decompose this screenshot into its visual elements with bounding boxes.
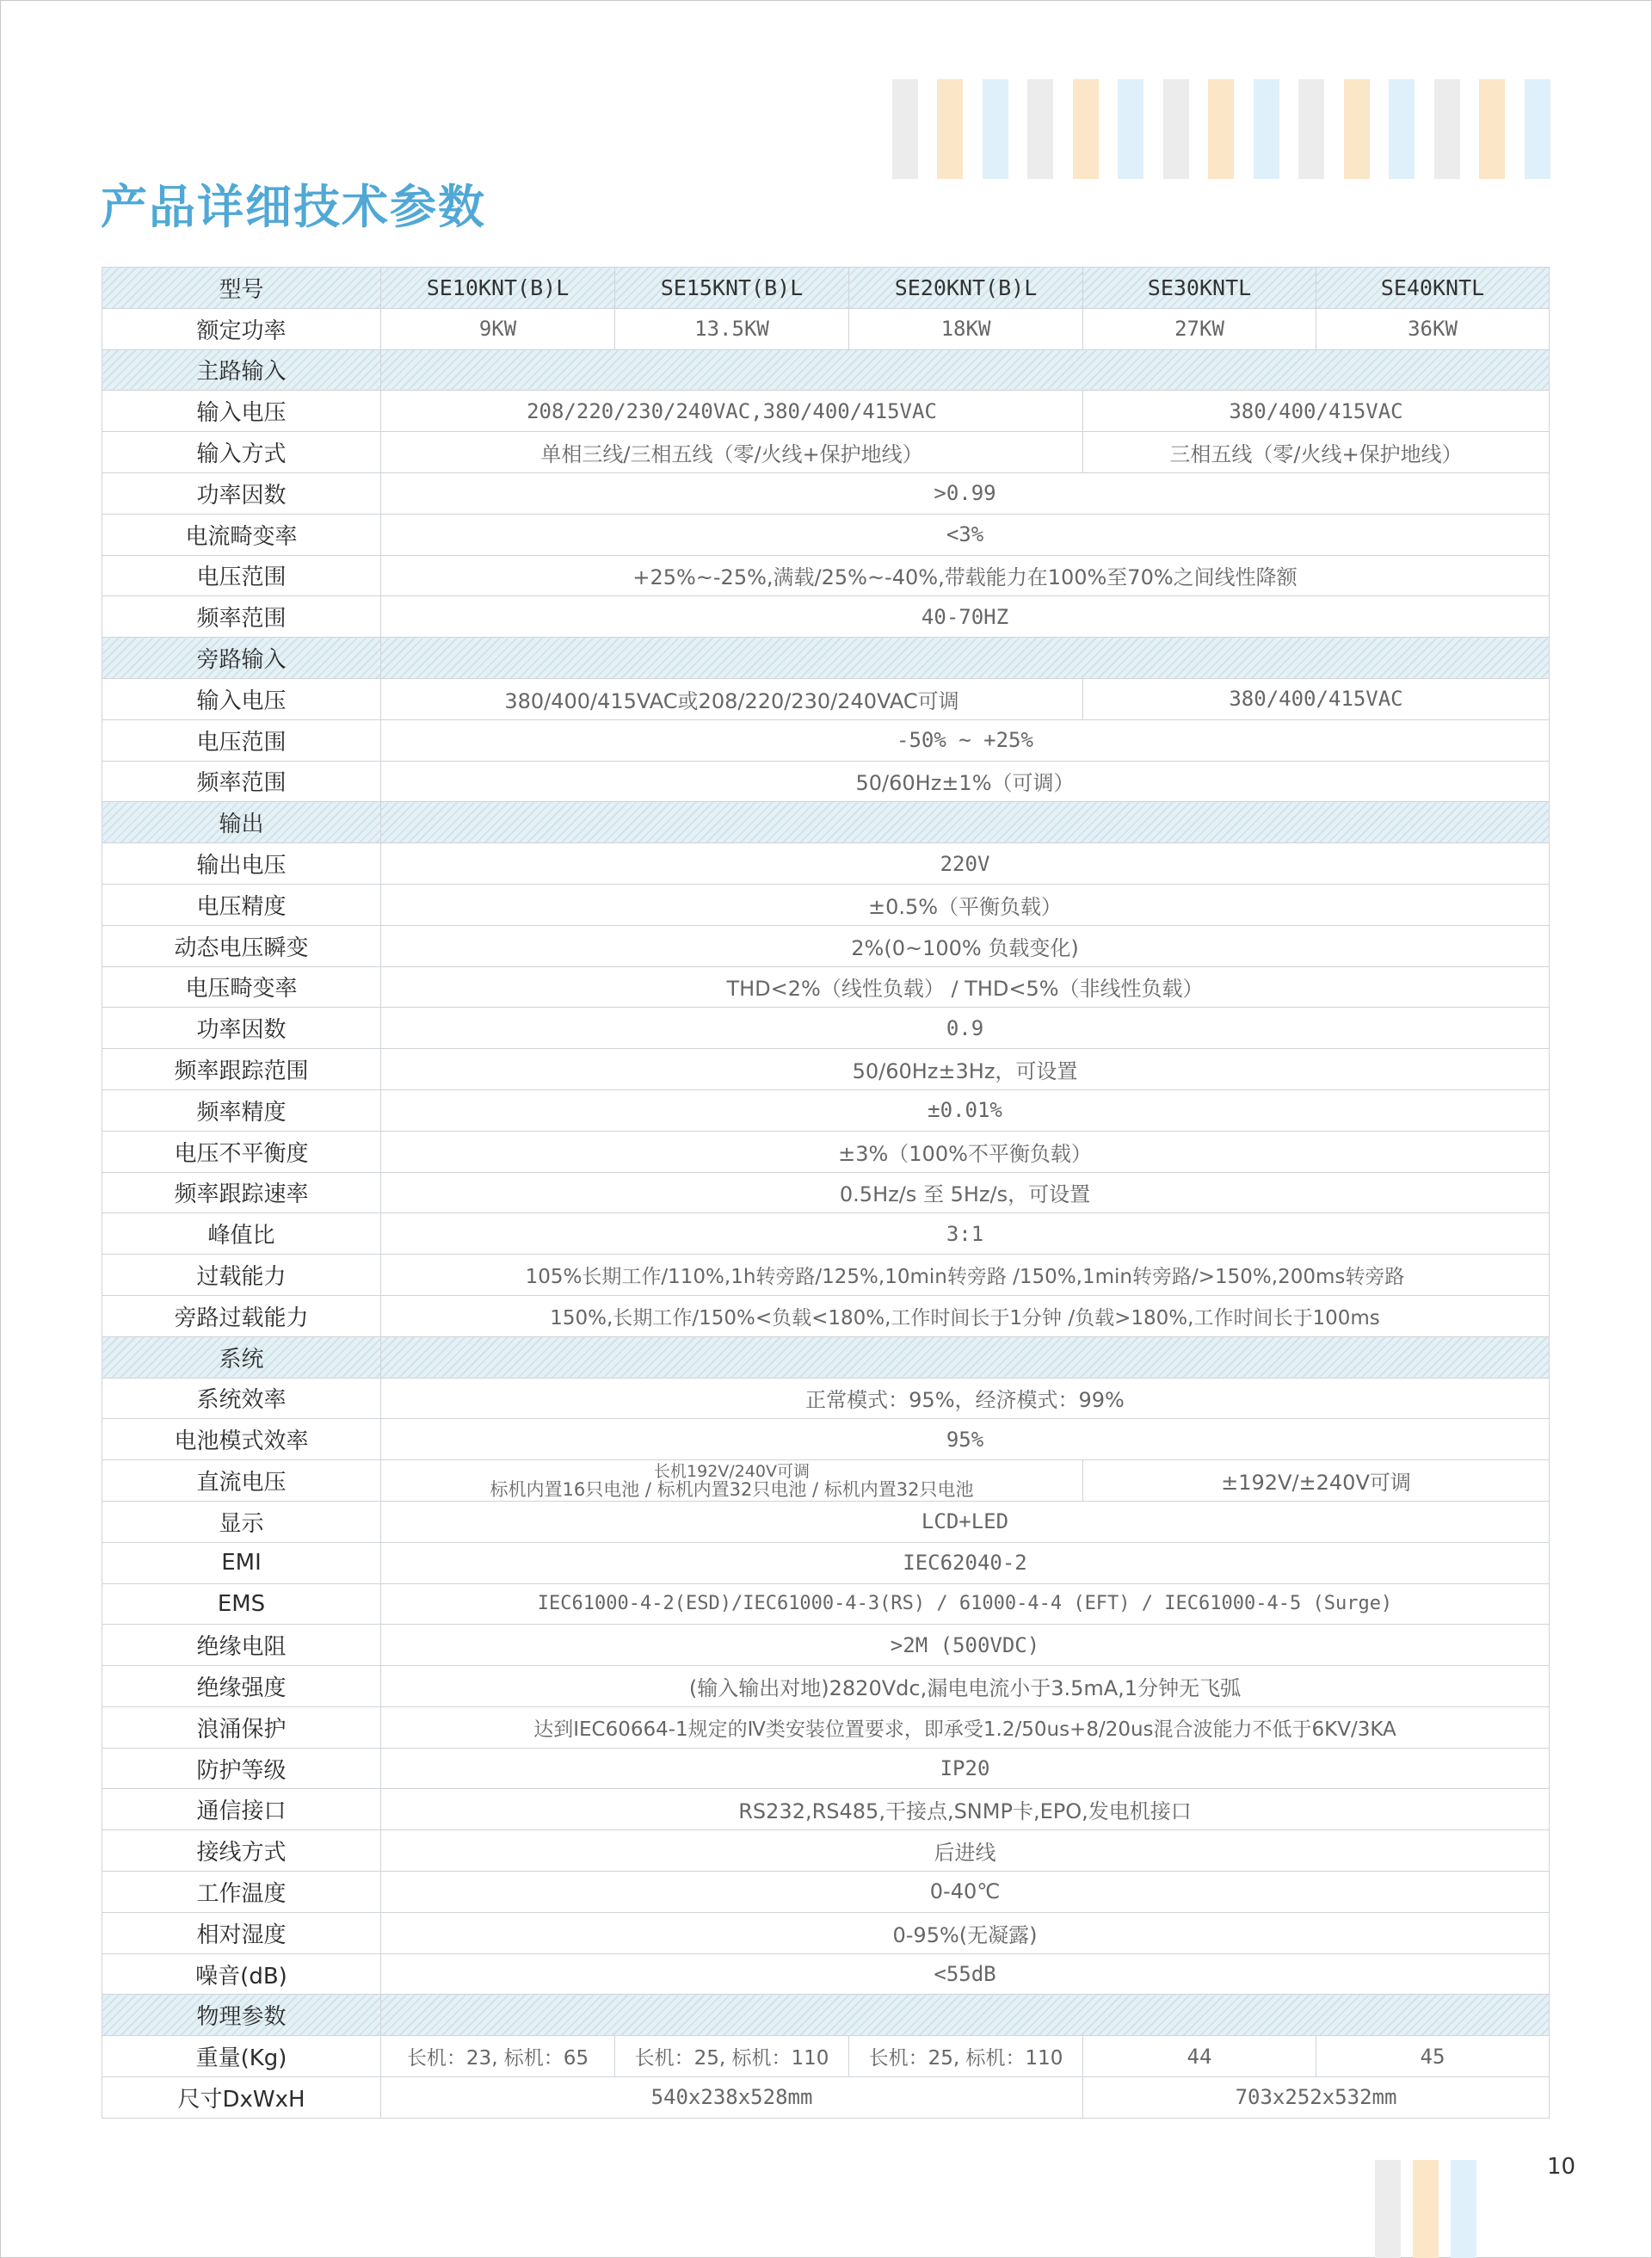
row-label: 输入电压 bbox=[102, 678, 381, 719]
table-row bbox=[102, 1830, 1550, 1872]
row-label: 通信接口 bbox=[102, 1789, 381, 1830]
value-cell: RS232,RS485,干接点,SNMP卡,EPO,发电机接口 bbox=[381, 1789, 1550, 1830]
table-row bbox=[102, 514, 1550, 555]
value-cell: 380/400/415VAC bbox=[1083, 678, 1550, 719]
row-label: 接线方式 bbox=[102, 1830, 381, 1872]
row-label: 噪音(dB) bbox=[102, 1953, 381, 1995]
row-label: 过载能力 bbox=[102, 1255, 381, 1296]
value-cell: >2M (500VDC) bbox=[381, 1625, 1550, 1666]
section-row-physical bbox=[102, 1995, 1550, 2036]
table-row bbox=[102, 1172, 1550, 1213]
row-label: 输入方式 bbox=[102, 432, 381, 473]
row-label: 频率跟踪速率 bbox=[102, 1172, 381, 1213]
value-cell: 0.5Hz/s 至 5Hz/s，可设置 bbox=[381, 1172, 1550, 1213]
row-label: 防护等级 bbox=[102, 1748, 381, 1789]
row-label: EMS bbox=[102, 1583, 381, 1625]
value-cell: <3% bbox=[381, 514, 1550, 555]
row-label: 功率因数 bbox=[102, 1008, 381, 1049]
value-cell: 380/400/415VAC或208/220/230/240VAC可调 bbox=[381, 678, 1083, 719]
row-label: 旁路过载能力 bbox=[102, 1295, 381, 1336]
table-row bbox=[102, 391, 1550, 432]
row-label: 电流畸变率 bbox=[102, 514, 381, 555]
row-label: 峰值比 bbox=[102, 1213, 381, 1255]
table-row bbox=[102, 1378, 1550, 1419]
section-row-system bbox=[102, 1336, 1550, 1378]
value-cell: 0-95%(无凝露) bbox=[381, 1912, 1550, 1953]
row-label: 频率精度 bbox=[102, 1089, 381, 1131]
value-cell: 50/60Hz±3Hz，可设置 bbox=[381, 1049, 1550, 1090]
model-cell: SE30KNTL bbox=[1083, 268, 1316, 309]
row-label: 电压范围 bbox=[102, 555, 381, 596]
value-cell: 380/400/415VAC bbox=[1083, 391, 1550, 432]
table-row bbox=[102, 1049, 1550, 1090]
value-cell: 703x252x532mm bbox=[1083, 2077, 1550, 2119]
row-label: 电压不平衡度 bbox=[102, 1131, 381, 1172]
value-cell: 208/220/230/240VAC,380/400/415VAC bbox=[381, 391, 1083, 432]
value-cell: 27KW bbox=[1083, 308, 1316, 349]
table-row bbox=[102, 1542, 1550, 1583]
table-row bbox=[102, 2036, 1550, 2077]
value-cell: 长机：25, 标机：110 bbox=[849, 2036, 1083, 2077]
value-cell: 36KW bbox=[1316, 308, 1550, 349]
row-label: 频率范围 bbox=[102, 761, 381, 802]
row-label: 电压范围 bbox=[102, 719, 381, 761]
value-cell: 正常模式：95%，经济模式：99% bbox=[381, 1378, 1550, 1419]
value-cell: ±3%（100%不平衡负载） bbox=[381, 1131, 1550, 1172]
value-cell: 9KW bbox=[381, 308, 615, 349]
section-label: 输出 bbox=[102, 802, 381, 843]
dc-voltage-top-line: 长机192V/240V可调 bbox=[654, 1461, 810, 1481]
table-row bbox=[102, 1213, 1550, 1255]
row-label: 显示 bbox=[102, 1501, 381, 1542]
table-row bbox=[102, 761, 1550, 802]
table-row bbox=[102, 432, 1550, 473]
table-header-row bbox=[102, 268, 1550, 309]
model-cell: SE40KNTL bbox=[1316, 268, 1550, 309]
table-row bbox=[102, 1625, 1550, 1666]
section-label: 系统 bbox=[102, 1336, 381, 1378]
table-row bbox=[102, 472, 1550, 514]
value-cell: +25%~-25%,满载/25%~-40%,带载能力在100%至70%之间线性降额 bbox=[381, 555, 1550, 596]
value-cell: >0.99 bbox=[381, 472, 1550, 514]
value-cell: 95% bbox=[381, 1419, 1550, 1460]
section-label: 主路输入 bbox=[102, 349, 381, 391]
table-row bbox=[102, 2077, 1550, 2119]
value-cell: 单相三线/三相五线（零/火线+保护地线） bbox=[381, 432, 1083, 473]
table-row bbox=[102, 678, 1550, 719]
value-cell: <55dB bbox=[381, 1953, 1550, 1995]
row-label: 电压精度 bbox=[102, 884, 381, 925]
decorative-stripes-top bbox=[892, 79, 1551, 179]
value-cell: 18KW bbox=[849, 308, 1083, 349]
row-label: 频率范围 bbox=[102, 596, 381, 638]
section-row-bypass-input bbox=[102, 638, 1550, 679]
section-row-main-input bbox=[102, 349, 1550, 391]
value-cell: IEC62040-2 bbox=[381, 1542, 1550, 1583]
row-label: 输入电压 bbox=[102, 391, 381, 432]
row-label: 功率因数 bbox=[102, 472, 381, 514]
table-row bbox=[102, 596, 1550, 638]
value-cell: 40-70HZ bbox=[381, 596, 1550, 638]
table-row bbox=[102, 308, 1550, 349]
value-cell: 达到IEC60664-1规定的Ⅳ类安装位置要求，即承受1.2/50us+8/20us混合波能力不低于6KV/3KA bbox=[381, 1706, 1550, 1748]
value-cell: 540x238x528mm bbox=[381, 2077, 1083, 2119]
table-row bbox=[102, 884, 1550, 925]
table-row bbox=[102, 1748, 1550, 1789]
decorative-stripes-bottom bbox=[1375, 2160, 1478, 2258]
row-label: 输出电压 bbox=[102, 843, 381, 885]
value-cell-multiline bbox=[381, 1460, 1083, 1502]
value-cell: 三相五线（零/火线+保护地线） bbox=[1083, 432, 1550, 473]
value-cell: 220V bbox=[381, 843, 1550, 885]
value-cell: 150%,长期工作/150%<负载<180%,工作时间长于1分钟 /负载>180%,工作时间长于100ms bbox=[381, 1295, 1550, 1336]
row-label: 动态电压瞬变 bbox=[102, 925, 381, 966]
table-row bbox=[102, 1872, 1550, 1913]
section-fill bbox=[381, 349, 1550, 391]
page-number: 10 bbox=[1547, 2154, 1576, 2180]
section-label: 物理参数 bbox=[102, 1995, 381, 2036]
value-cell: LCD+LED bbox=[381, 1501, 1550, 1542]
table-row bbox=[102, 1255, 1550, 1296]
row-label: 绝缘强度 bbox=[102, 1666, 381, 1707]
value-cell: 长机：25, 标机：110 bbox=[615, 2036, 849, 2077]
table-row bbox=[102, 719, 1550, 761]
table-row bbox=[102, 1953, 1550, 1995]
table-row bbox=[102, 1008, 1550, 1049]
value-cell: 45 bbox=[1316, 2036, 1550, 2077]
row-label: 系统效率 bbox=[102, 1378, 381, 1419]
dc-voltage-bottom-line: 标机内置16只电池 / 标机内置32只电池 / 标机内置32只电池 bbox=[490, 1478, 974, 1500]
row-label: 直流电压 bbox=[102, 1460, 381, 1502]
value-cell: 13.5KW bbox=[615, 308, 849, 349]
table-row bbox=[102, 1789, 1550, 1830]
value-cell: 0.9 bbox=[381, 1008, 1550, 1049]
section-fill bbox=[381, 1995, 1550, 2036]
row-label: 频率跟踪范围 bbox=[102, 1049, 381, 1090]
section-fill bbox=[381, 802, 1550, 843]
model-cell: SE15KNT(B)L bbox=[615, 268, 849, 309]
section-row-output bbox=[102, 802, 1550, 843]
row-label: 绝缘电阻 bbox=[102, 1625, 381, 1666]
row-label: EMI bbox=[102, 1542, 381, 1583]
row-label: 电压畸变率 bbox=[102, 966, 381, 1008]
row-label: 型号 bbox=[102, 268, 381, 309]
page-title: 产品详细技术参数 bbox=[101, 180, 486, 234]
spec-table bbox=[102, 267, 1550, 2119]
table-row bbox=[102, 1501, 1550, 1542]
section-fill bbox=[381, 1336, 1550, 1378]
row-label: 浪涌保护 bbox=[102, 1706, 381, 1748]
model-cell: SE10KNT(B)L bbox=[381, 268, 615, 309]
row-label: 工作温度 bbox=[102, 1872, 381, 1913]
value-cell: (输入输出对地)2820Vdc,漏电电流小于3.5mA,1分钟无飞弧 bbox=[381, 1666, 1550, 1707]
value-cell: 3:1 bbox=[381, 1213, 1550, 1255]
row-label: 电池模式效率 bbox=[102, 1419, 381, 1460]
value-cell: 后进线 bbox=[381, 1830, 1550, 1872]
value-cell: -50% ~ +25% bbox=[381, 719, 1550, 761]
table-row bbox=[102, 925, 1550, 966]
model-cell: SE20KNT(B)L bbox=[849, 268, 1083, 309]
value-cell: IEC61000-4-2(ESD)/IEC61000-4-3(RS) / 61000-4-4 (EFT) / IEC61000-4-5 (Surge) bbox=[381, 1583, 1550, 1625]
table-row bbox=[102, 1089, 1550, 1131]
table-row bbox=[102, 1583, 1550, 1625]
row-label: 重量(Kg) bbox=[102, 2036, 381, 2077]
table-row bbox=[102, 1706, 1550, 1748]
value-cell: ±0.5%（平衡负载） bbox=[381, 884, 1550, 925]
row-label: 尺寸DxWxH bbox=[102, 2077, 381, 2119]
value-cell: ±0.01% bbox=[381, 1089, 1550, 1131]
table-row bbox=[102, 1912, 1550, 1953]
value-cell: 50/60Hz±1%（可调） bbox=[381, 761, 1550, 802]
value-cell: 0-40℃ bbox=[381, 1872, 1550, 1913]
table-row bbox=[102, 1460, 1550, 1502]
table-row bbox=[102, 966, 1550, 1008]
row-label: 相对湿度 bbox=[102, 1912, 381, 1953]
row-label: 额定功率 bbox=[102, 308, 381, 349]
table-row bbox=[102, 1419, 1550, 1460]
table-row bbox=[102, 555, 1550, 596]
value-cell: IP20 bbox=[381, 1748, 1550, 1789]
section-fill bbox=[381, 638, 1550, 679]
value-cell: ±192V/±240V可调 bbox=[1083, 1460, 1550, 1502]
value-cell: THD<2%（线性负载） / THD<5%（非线性负载） bbox=[381, 966, 1550, 1008]
section-label: 旁路输入 bbox=[102, 638, 381, 679]
table-row bbox=[102, 1131, 1550, 1172]
table-row bbox=[102, 1666, 1550, 1707]
value-cell: 2%(0~100% 负载变化) bbox=[381, 925, 1550, 966]
value-cell: 长机：23, 标机：65 bbox=[381, 2036, 615, 2077]
table-row bbox=[102, 1295, 1550, 1336]
value-cell: 105%长期工作/110%,1h转旁路/125%,10min转旁路 /150%,1min转旁路/>150%,200ms转旁路 bbox=[381, 1255, 1550, 1296]
value-cell: 44 bbox=[1083, 2036, 1316, 2077]
table-row bbox=[102, 843, 1550, 885]
